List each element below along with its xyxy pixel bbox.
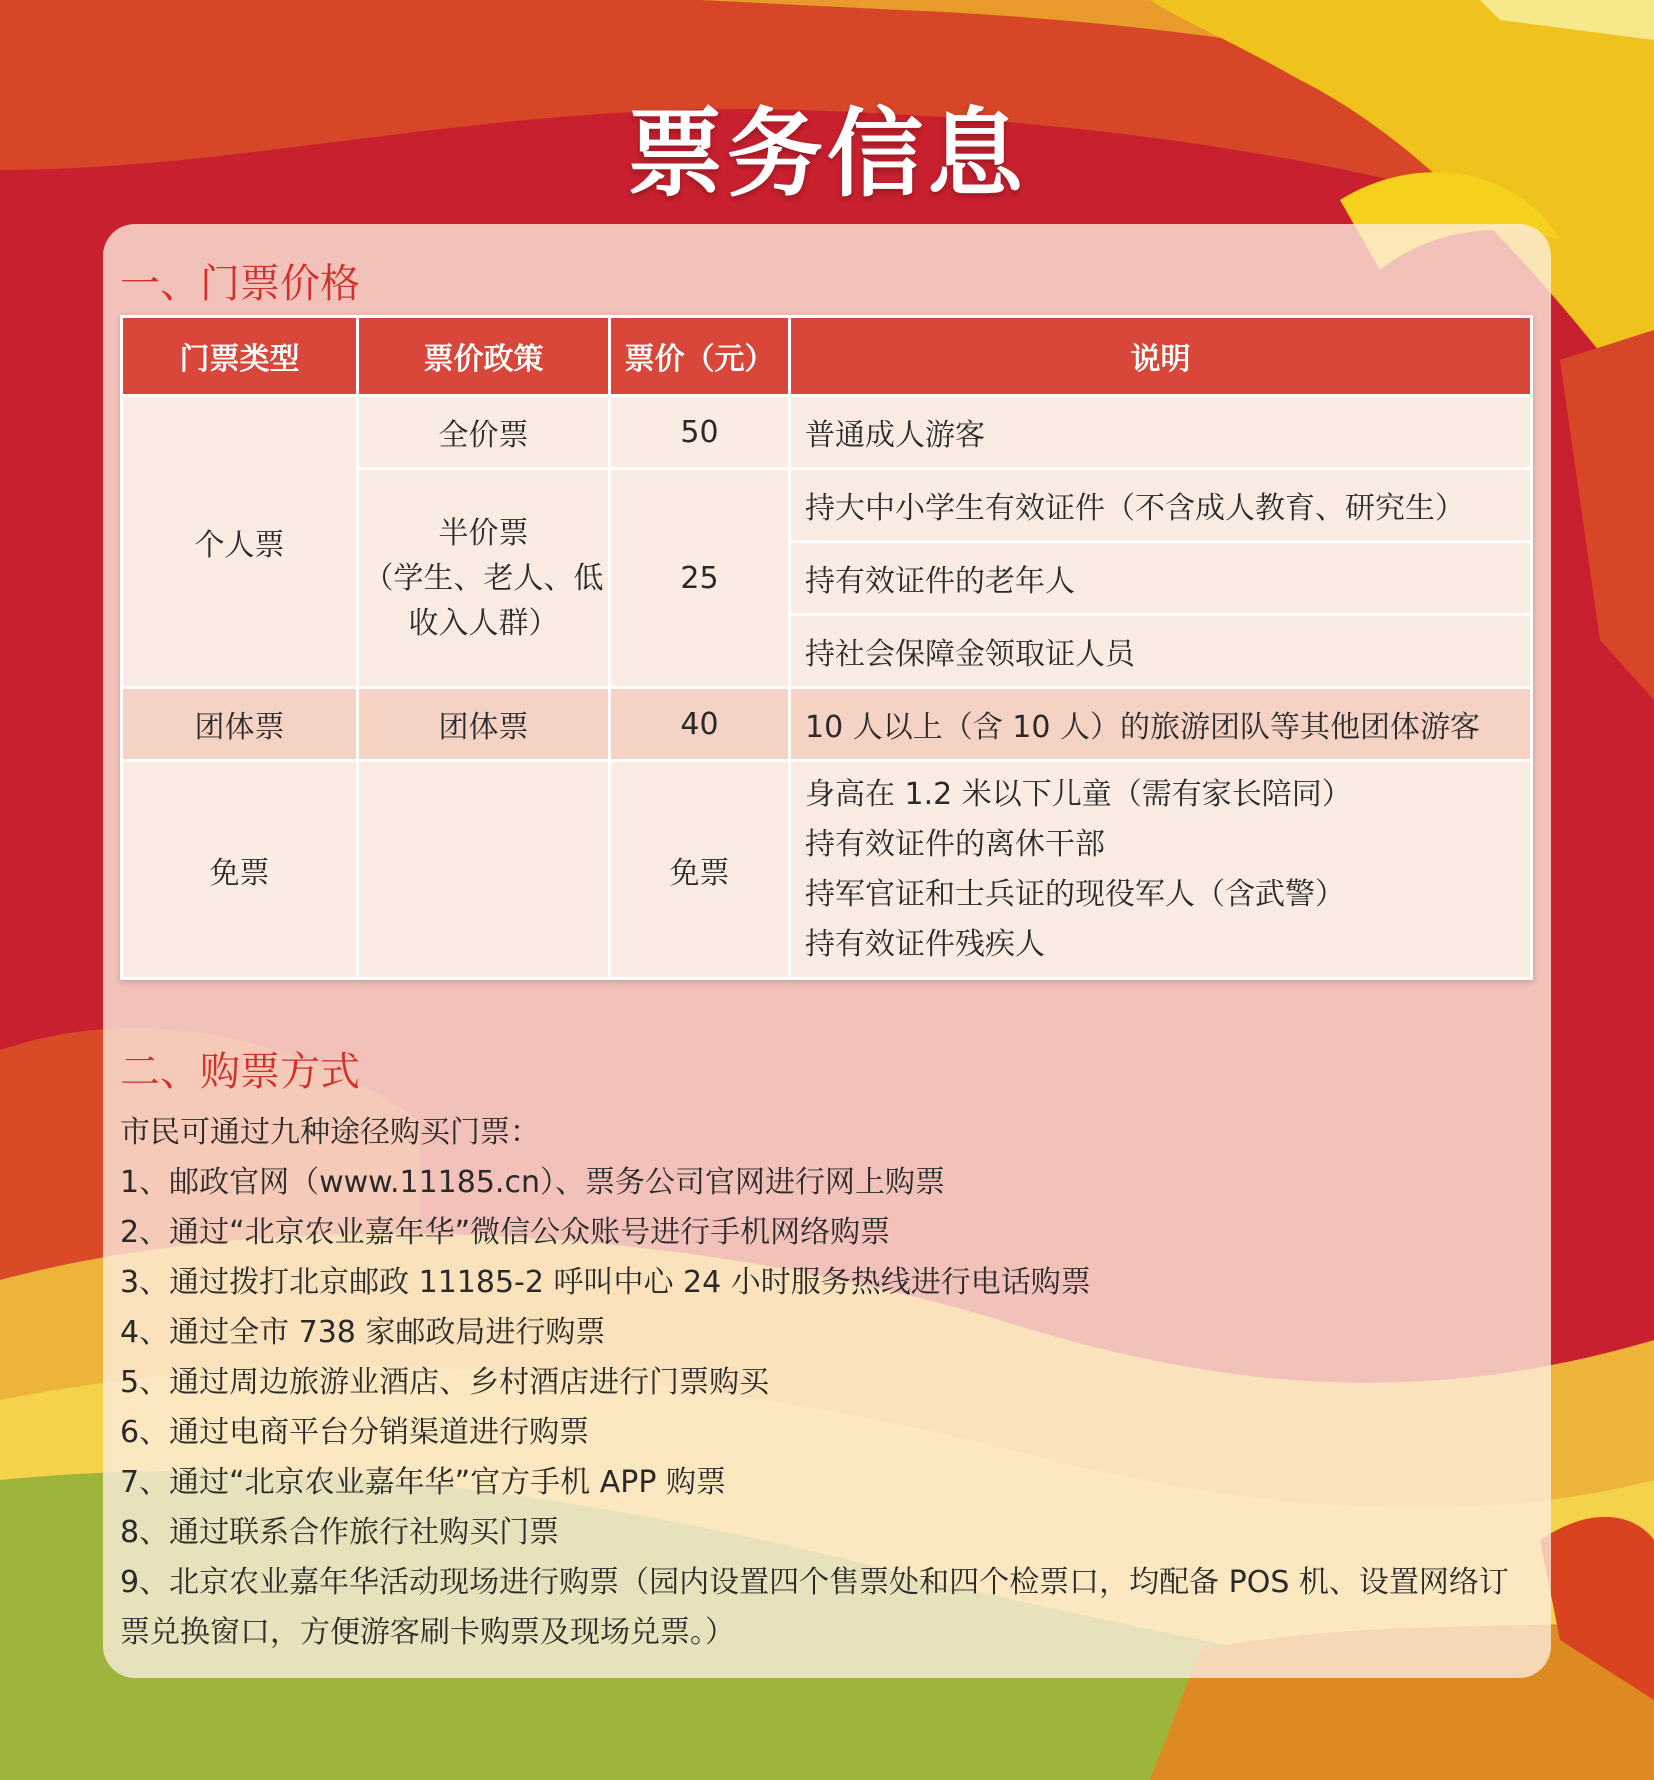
cell-individual-type: 个人票 bbox=[122, 396, 358, 688]
cell-group-policy: 团体票 bbox=[358, 688, 610, 761]
free-desc-line: 身高在 1.2 米以下儿童（需有家长陪同） bbox=[805, 776, 1352, 812]
cell-group-price: 40 bbox=[610, 688, 790, 761]
cell-half-policy bbox=[358, 469, 610, 688]
list-item: 1、邮政官网（www.11185.cn）、票务公司官网进行网上购票 bbox=[120, 1165, 945, 1200]
purchase-method-list bbox=[120, 1108, 1530, 1658]
ticket-price-table bbox=[120, 315, 1533, 980]
free-desc-line: 持有效证件残疾人 bbox=[805, 926, 1045, 962]
column-header-price: 票价（元） bbox=[610, 317, 790, 396]
half-policy-line: 半价票 bbox=[438, 515, 529, 551]
list-item: 5、通过周边旅游业酒店、乡村酒店进行门票购买 bbox=[120, 1365, 770, 1400]
cell-group-desc: 10 人以上（含 10 人）的旅游团队等其他团体游客 bbox=[790, 688, 1532, 761]
cell-free-policy bbox=[358, 761, 610, 979]
cell-full-desc: 普通成人游客 bbox=[790, 396, 1532, 469]
column-header-description: 说明 bbox=[790, 317, 1532, 396]
cell-half-desc: 持社会保障金领取证人员 bbox=[790, 615, 1532, 688]
ticket-price-heading: 一、门票价格 bbox=[120, 261, 360, 307]
table-row-full-price bbox=[122, 396, 1532, 469]
column-header-policy: 票价政策 bbox=[358, 317, 610, 396]
list-item: 7、通过“北京农业嘉年华”官方手机 APP 购票 bbox=[120, 1465, 726, 1500]
cell-half-desc: 持有效证件的老年人 bbox=[790, 542, 1532, 615]
cell-free-type: 免票 bbox=[122, 761, 358, 979]
free-desc-line: 持军官证和士兵证的现役军人（含武警） bbox=[805, 876, 1345, 912]
cell-full-policy: 全价票 bbox=[358, 396, 610, 469]
list-item: 6、通过电商平台分销渠道进行购票 bbox=[120, 1415, 590, 1450]
table-row-free bbox=[122, 761, 1532, 979]
half-policy-line: 收入人群） bbox=[408, 605, 559, 641]
half-policy-line: （学生、老人、低 bbox=[363, 560, 604, 596]
cell-full-price: 50 bbox=[610, 396, 790, 469]
cell-free-price: 免票 bbox=[610, 761, 790, 979]
column-header-ticket-type: 门票类型 bbox=[122, 317, 358, 396]
cell-half-desc: 持大中小学生有效证件（不含成人教育、研究生） bbox=[790, 469, 1532, 542]
cell-half-price: 25 bbox=[610, 469, 790, 688]
list-item: 3、通过拨打北京邮政 11185-2 呼叫中心 24 小时服务热线进行电话购票 bbox=[120, 1265, 1091, 1300]
table-row-group bbox=[122, 688, 1532, 761]
list-item: 8、通过联系合作旅行社购买门票 bbox=[120, 1515, 560, 1550]
list-item: 2、通过“北京农业嘉年华”微信公众账号进行手机网络购票 bbox=[120, 1215, 891, 1250]
purchase-method-heading: 二、购票方式 bbox=[120, 1049, 360, 1095]
purchase-intro: 市民可通过九种途径购买门票： bbox=[120, 1115, 540, 1150]
table-header-row bbox=[122, 317, 1532, 396]
cell-free-desc bbox=[790, 761, 1532, 979]
cell-group-type: 团体票 bbox=[122, 688, 358, 761]
free-desc-line: 持有效证件的离休干部 bbox=[805, 826, 1105, 862]
list-item: 9、北京农业嘉年华活动现场进行购票（园内设置四个售票处和四个检票口，均配备 POS 机、设置网络订票兑换窗口，方便游客刷卡购票及现场兑票。） bbox=[120, 1565, 1509, 1650]
list-item: 4、通过全市 738 家邮政局进行购票 bbox=[120, 1315, 606, 1350]
page-title: 票务信息 bbox=[627, 98, 1027, 210]
